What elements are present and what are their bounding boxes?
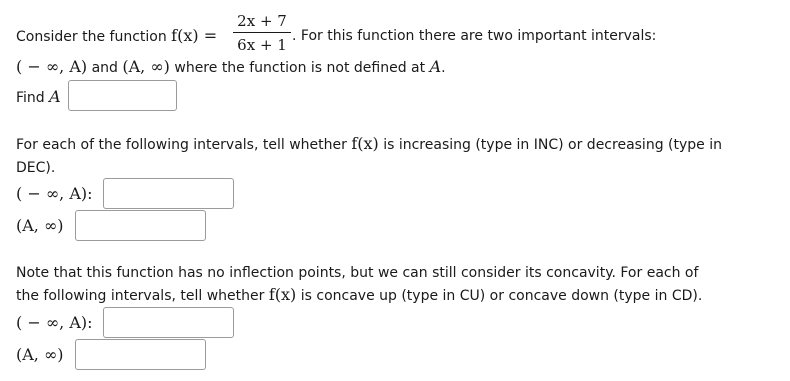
intro-period: .	[441, 60, 446, 76]
monotonic-instructions-line-2: DEC).	[16, 160, 56, 176]
concavity-label-negative: ( − ∞, A):	[16, 313, 93, 332]
monotonic-label-negative: ( − ∞, A):	[16, 184, 93, 203]
monotonic-fx: f(x)	[351, 134, 379, 153]
monotonic-text-a: For each of the following intervals, tell whether	[16, 137, 352, 153]
concavity-text-b: is concave up (type in CU) or concave down (type in CD).	[296, 288, 703, 304]
answer-input-find-a[interactable]	[68, 80, 177, 111]
answer-input-concavity-negative[interactable]	[103, 307, 234, 338]
interval-positive: (A, ∞)	[122, 57, 170, 76]
fraction-bar	[233, 32, 291, 33]
answer-input-monotonic-negative[interactable]	[103, 178, 234, 209]
concavity-text-a: the following intervals, tell whether	[16, 288, 269, 304]
fraction-numerator: 2x + 7	[237, 12, 287, 30]
function-fraction	[233, 11, 291, 55]
intro-suffix: . For this function there are two important intervals:	[292, 28, 657, 44]
find-label: Find	[16, 90, 50, 106]
concavity-instructions-line-1: Note that this function has no inflection points, but we can still consider its concavity. For each of	[16, 265, 699, 281]
intro-line-2-suffix: where the function is not defined at	[169, 60, 430, 76]
monotonic-instructions-line-1	[16, 133, 722, 156]
concavity-label-positive: (A, ∞)	[16, 345, 64, 364]
answer-input-monotonic-positive[interactable]	[75, 210, 206, 241]
monotonic-label-positive: (A, ∞)	[16, 216, 64, 235]
find-variable: A	[49, 87, 61, 106]
function-lhs: f(x) =	[171, 26, 218, 45]
variable-a: A	[429, 57, 442, 76]
intro-line-2	[16, 56, 446, 79]
fraction-denominator: 6x + 1	[237, 36, 287, 54]
concavity-instructions-line-2	[16, 284, 702, 307]
find-a-label	[16, 86, 61, 109]
answer-input-concavity-positive[interactable]	[75, 339, 206, 370]
monotonic-text-b: is increasing (type in INC) or decreasing (type in	[378, 137, 722, 153]
concavity-fx: f(x)	[268, 285, 297, 304]
intro-line-1	[16, 26, 217, 47]
and-text: and	[87, 60, 123, 76]
interval-negative: ( − ∞, A)	[16, 57, 88, 76]
intro-prefix: Consider the function	[16, 29, 172, 45]
intro-line-1-suffix	[292, 26, 656, 46]
